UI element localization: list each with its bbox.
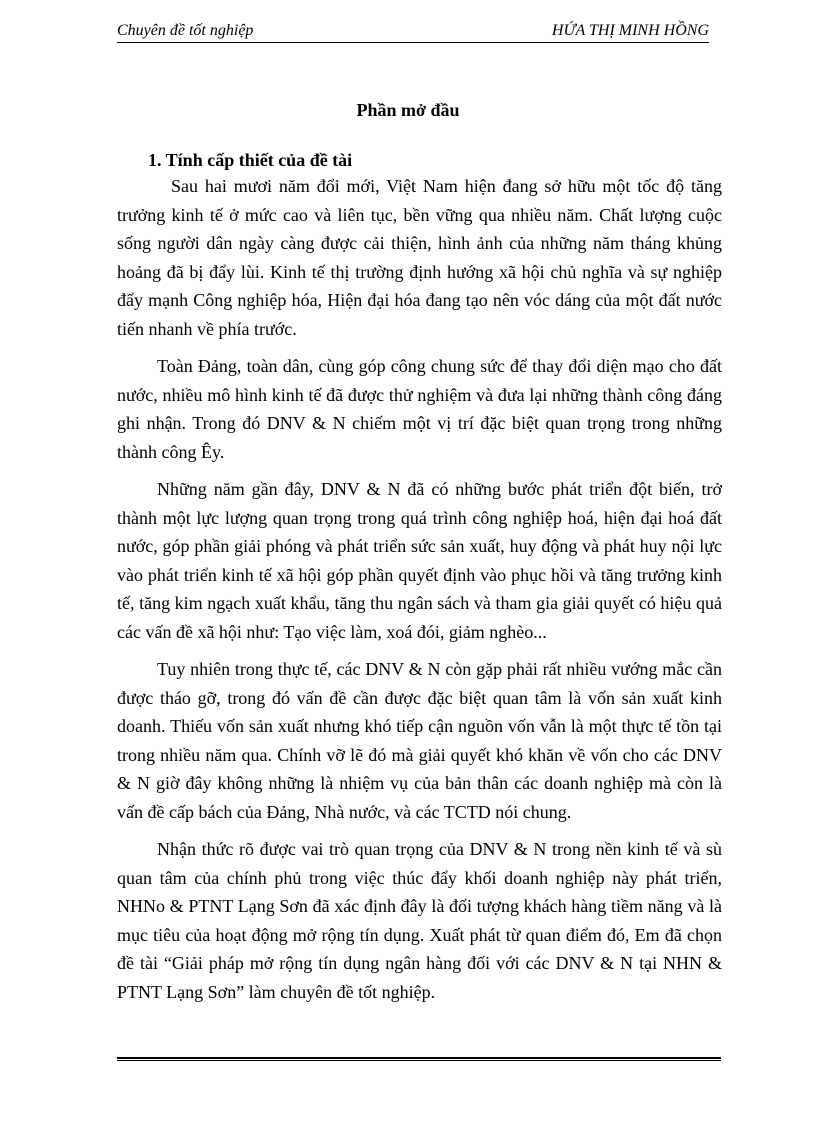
paragraph: Toàn Đảng, toàn dân, cùng góp công chung sức để thay đổi diện mạo cho đất nước, nhiều mô hình kinh tế đã được thử nghiệm và đưa lại những thành công đáng ghi nhận. Trong đó DNV & N chiếm một vị trí đặc biệt quan trọng trong những thành công Êy. xyxy=(117,356,722,462)
paragraph: Sau hai mươi năm đổi mới, Việt Nam hiện đang sở hữu một tốc độ tăng trưởng kinh tế ở mức cao và liên tục, bền vững qua nhiều năm. Chất lượng cuộc sống người dân ngày càng được cải thiện, hình ảnh của những năm tháng khủng hoảng đã bị đẩy lùi. Kinh tế thị trường định hướng xã hội chủ nghĩa và sự nghiệp đẩy mạnh Công nghiệp hóa, Hiện đại hóa đang tạo nên vóc dáng của một đất nước tiến nhanh về phía trước. xyxy=(117,176,722,339)
header-document-type: Chuyên đề tốt nghiệp xyxy=(117,22,254,39)
header-author-name: HỨA THỊ MINH HỒNG xyxy=(551,22,709,39)
body-text xyxy=(117,172,722,1006)
section-heading: 1. Tính cấp thiết của đề tài xyxy=(148,150,353,170)
paragraph: Nhận thức rõ được vai trò quan trọng của DNV & N trong nền kinh tế và sù quan tâm của chính phủ trong việc thúc đẩy khối doanh nghiệp này phát triển, NHNo & PTNT Lạng Sơn đã xác định đây là đối tượng khách hàng tiềm năng và là mục tiêu của hoạt động mở rộng tín dụng. Xuất phát từ quan điểm đó, Em đã chọn đề tài “Giải pháp mở rộng tín dụng ngân hàng đối với các DNV & N tại NHN & PTNT Lạng Sơn” làm chuyên đề tốt nghiệp. xyxy=(117,839,722,1002)
paragraph: Tuy nhiên trong thực tế, các DNV & N còn gặp phải rất nhiều vướng mắc cần được tháo gỡ, trong đó vấn đề cần được đặc biệt quan tâm là vốn sản xuất kinh doanh. Thiếu vốn sản xuất nhưng khó tiếp cận nguồn vốn vẫn là một thực tế tồn tại trong nhiều năm qua. Chính vỡ lẽ đó mà giải quyết khó khăn về vốn cho các DNV & N giờ đây không những là nhiệm vụ của bản thân các doanh nghiệp mà còn là vấn đề cấp bách của Đảng, Nhà nước, và các TCTD nói chung. xyxy=(117,659,722,822)
page-title: Phần mở đầu xyxy=(356,100,460,120)
page-header xyxy=(117,20,709,43)
footer-divider xyxy=(117,1057,721,1061)
paragraph: Những năm gần đây, DNV & N đã có những bước phát triển đột biến, trở thành một lực lượng quan trọng trong quá trình công nghiệp hoá, hiện đại hoá đất nước, góp phần giải phóng và phát triển sức sản xuất, huy động và phát huy nội lực vào phát triển kinh tế xã hội góp phần quyết định vào phục hồi và tăng trưởng kinh tế, tăng kim ngạch xuất khẩu, tăng thu ngân sách và tham gia giải quyết có hiệu quả các vấn đề xã hội như: Tạo việc làm, xoá đói, giảm nghèo... xyxy=(117,479,722,642)
